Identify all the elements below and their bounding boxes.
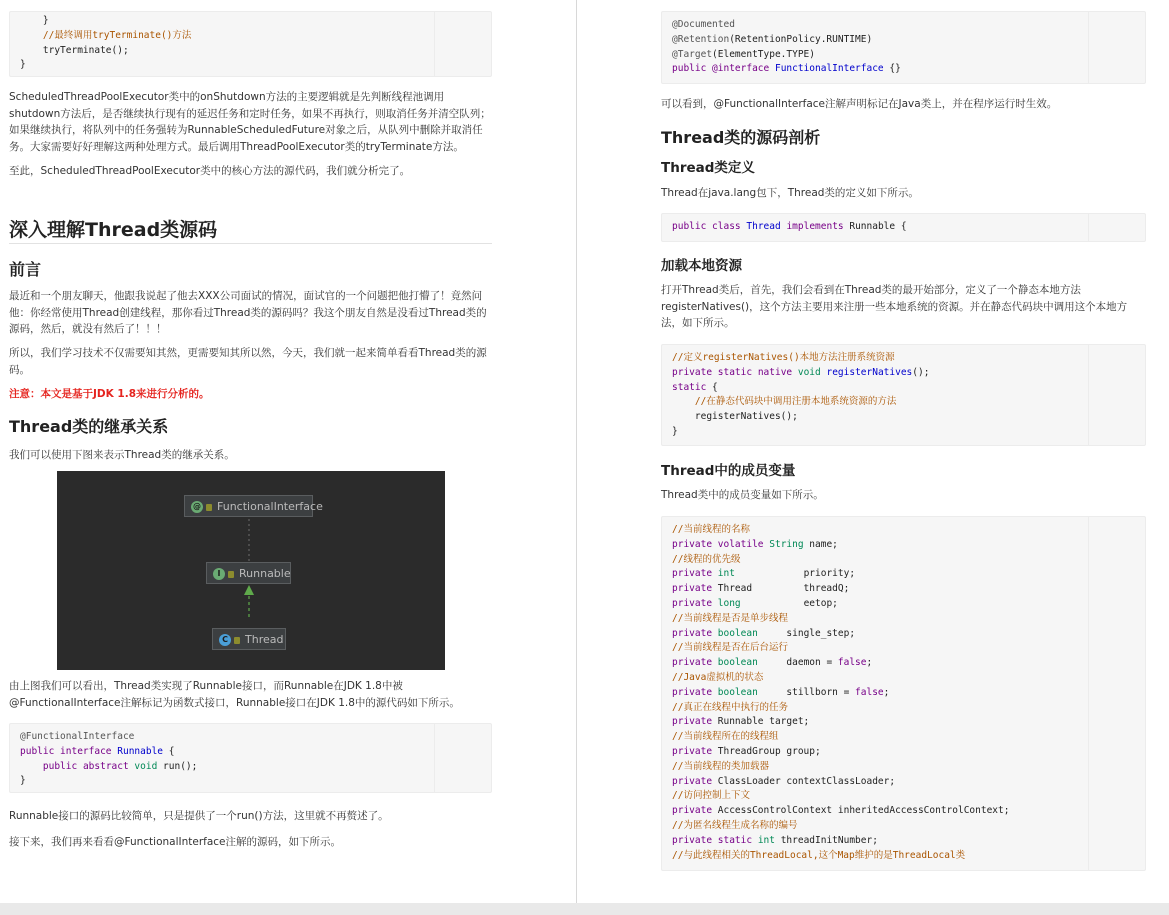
code-line [672,760,1135,775]
code-line [672,715,1135,730]
code-line [672,745,1135,760]
code-token: private [672,716,718,728]
code-line [672,410,1135,425]
code-token [20,761,43,772]
code-token: private [672,834,718,846]
code-line [672,834,1135,849]
code-token: static [717,366,758,378]
code-scroll-track [1088,345,1145,445]
code-block-registernatives [661,344,1146,446]
annotation-icon: @ [193,502,201,511]
interface-icon: I [213,568,225,580]
code-token: @Target [672,48,713,60]
code-token: void [134,760,164,772]
code-token: stillborn = [757,686,856,698]
code-line [672,597,1135,612]
code-line [672,819,1135,834]
code-token: @Retention [672,33,730,45]
inheritance-diagram [57,471,445,670]
code-token: Runnable [117,745,164,757]
code-token: void [797,366,827,378]
code-line [672,612,1135,627]
code-token: run(); [163,760,198,772]
code-token: eetop; [740,597,838,609]
code-token: int [757,834,775,846]
code-scroll-track [1088,517,1145,870]
code-line [672,567,1135,582]
code-line [672,538,1135,553]
code-line [672,395,1135,410]
preface-paragraph-1: 最近和一个朋友聊天，他跟我说起了他去XXX公司面试的情况，面试官的一个问题把他打懵了！竟然问他：你经常使用Thread创建线程，那你看过Thread类的源码吗？我这个朋友自然是没看过Thread类的源码，然后，就没有然后了！！！ [9,290,487,335]
code-token: private [672,583,718,595]
code-token: abstract [82,760,135,772]
code-token: ClassLoader contextClassLoader; [717,775,896,787]
code-token: { [706,381,718,393]
code-line [672,351,1135,366]
code-line [672,701,1135,716]
code-scroll-track [434,12,491,76]
code-token: //当前线程的名称 [672,524,750,535]
code-token: int [717,568,735,580]
code-token: //访问控制上下文 [672,790,750,802]
code-token: AccessControlContext inheritedAccessControlContext; [717,805,1010,817]
code-token: } [672,425,678,437]
code-token: priority; [734,568,856,580]
code-line [672,366,1135,381]
native-heading: 加载本地资源 [661,258,742,274]
code-token: static [672,381,707,393]
code-token: @FunctionalInterface [20,731,135,742]
code-token: //当前线程的类加载器 [672,760,769,772]
definition-paragraph: Thread在java.lang包下，Thread类的定义如下所示。 [661,187,919,199]
code-token: public [672,221,713,232]
code-block-trylterminate [9,11,492,77]
code-token: //定义registerNatives()本地方法注册系统资源 [672,352,895,363]
lock-icon [234,637,240,644]
code-token: private [672,805,718,817]
code-line [672,425,1135,440]
code-token: boolean [717,627,758,639]
preface-heading: 前言 [9,260,42,279]
code-token: //真正在线程中执行的任务 [672,701,788,713]
code-token: private [672,597,718,609]
paragraph-onshutdown: ScheduledThreadPoolExecutor类中的onShutdown方法的主要逻辑就是先判断线程池调用shutdown方法后，是否继续执行现有的延迟任务和定时任务，如果不再执行，则取消任务并清空队列；如果继续执行，将队列中的任务强转为RunnableScheduledFuture对象之后，从队列中删除并取消任务。大家需要好好理解这两种处理方式。最后调用ThreadPoolExecutor类的tryTerminate方法。 [9,91,491,153]
node-functionalinterface [184,495,323,517]
code-line [672,849,1135,864]
code-line [672,220,1135,235]
paragraph-conclusion: 至此，ScheduledThreadPoolExecutor类中的核心方法的源代码，我们就分析完了。 [9,165,411,177]
code-token: private [672,686,718,698]
lock-icon [206,504,212,511]
native-paragraph: 打开Thread类后，首先，我们会看到在Thread类的最开始部分，定义了一个静态本地方法registerNatives()，这个方法主要用来注册一些本地系统的资源。并在静态代码块中调用这个本地方法，如下所示。 [661,284,1128,329]
code-token: private [672,366,718,378]
code-block-class-definition [661,213,1146,242]
code-token: (ElementType.TYPE) [712,48,815,60]
code-line [672,523,1135,538]
code-token: String [769,538,804,550]
left-page [0,0,576,903]
code-token: @interface [712,63,775,75]
node-thread [212,628,286,650]
runnable-paragraph: Runnable接口的源码比较简单，只是提供了一个run()方法，这里就不再赘述了。 [9,810,389,822]
code-token: ThreadGroup group; [717,745,821,757]
code-line [20,745,481,760]
code-token: long [717,597,741,609]
annotation-paragraph: 可以看到，@FunctionalInterface注解声明标记在Java类上，并在程序运行时生效。 [661,98,1058,110]
code-line [20,14,481,29]
inheritance-heading: Thread类的继承关系 [9,417,169,436]
definition-heading: Thread类定义 [661,160,755,176]
code-scroll-track [434,724,491,792]
code-token: //Java虚拟机的状态 [672,671,764,683]
code-line [20,44,481,59]
code-token: single_step; [757,627,856,639]
code-token: false [837,657,867,669]
code-token: registerNatives(); [672,411,798,423]
code-token: //当前线程是否是单步线程 [672,612,788,624]
code-line [20,760,481,775]
code-block-member-variables [661,516,1146,871]
code-token: name; [803,538,838,550]
code-token: private [672,627,718,639]
code-token: private [672,568,718,580]
code-line [672,671,1135,686]
code-line [672,804,1135,819]
title-divider [9,243,492,244]
node-label: Runnable [239,567,291,580]
code-token: registerNatives [826,366,913,378]
code-line [672,656,1135,671]
code-token: } [20,15,49,26]
code-token: } [20,59,26,71]
code-token: public [672,63,713,75]
code-token: boolean [717,657,758,669]
bottom-scrollbar[interactable] [0,903,1169,915]
code-token: implements [786,221,844,232]
code-block-runnable [9,723,492,793]
code-token: FunctionalInterface [774,63,884,75]
code-line [672,582,1135,597]
code-line [672,18,1135,33]
code-token: private [672,538,718,550]
code-line [672,641,1135,656]
code-token [672,396,695,407]
code-token: static [717,834,758,846]
code-token: @Documented [672,19,735,30]
code-line [20,730,481,745]
code-token: threadInitNumber; [774,834,878,846]
inheritance-paragraph: 我们可以使用下图来表示Thread类的继承关系。 [9,449,235,461]
code-token: interface [60,745,118,757]
code-token: //为匿名线程生成名称的编号 [672,819,798,831]
code-token: daemon = [757,657,838,669]
code-token: { [163,745,175,757]
code-token: //在静态代码块中调用注册本地系统资源的方法 [694,396,897,408]
implements-arrowhead [244,585,254,595]
page-divider [576,0,577,915]
code-scroll-track [1088,214,1145,241]
code-token: //最终调用tryTerminate()方法 [42,29,192,41]
code-token: //线程的优先级 [672,553,741,565]
code-block-functionalinterface [661,11,1146,84]
preface-paragraph-2: 所以，我们学习技术不仅需要知其然，更需要知其所以然，今天，我们就一起来简单看看Thread类的源码。 [9,347,487,376]
jdk-note: 注意：本文是基于JDK 1.8来进行分析的。 [9,388,210,400]
code-token: Runnable target; [717,716,810,728]
code-token: Thread [746,221,781,232]
class-icon: C [219,634,231,646]
code-token: false [855,686,884,698]
code-token: private [672,657,718,669]
code-token: public [20,745,61,757]
source-heading: Thread类的源码剖析 [661,128,821,147]
code-line [20,58,481,73]
code-line [20,29,481,44]
code-token: {} [883,63,901,75]
code-line [672,553,1135,568]
code-token: volatile [717,538,770,550]
code-token: Runnable { [843,221,907,232]
after-diagram-paragraph: 由上图我们可以看出，Thread类实现了Runnable接口，而Runnable在JDK 1.8中被@FunctionalInterface注解标记为函数式接口，Runnable接口在JDK 1.8中的源代码如下所示。 [9,680,460,709]
code-token: class [712,221,747,232]
code-token: private [672,775,718,787]
right-page [578,0,1169,903]
code-token: Thread threadQ; [717,583,850,595]
members-paragraph: Thread类中的成员变量如下所示。 [661,489,824,501]
code-token: //与此线程相关的ThreadLocal,这个Map维护的是ThreadLocal类 [672,849,966,861]
code-token: //当前线程是否在后台运行 [672,642,788,654]
code-line [672,627,1135,642]
code-line [672,789,1135,804]
members-heading: Thread中的成员变量 [661,463,796,479]
code-token: private [672,745,718,757]
code-line [672,775,1135,790]
code-token: (RetentionPolicy.RUNTIME) [729,33,873,45]
code-token: tryTerminate(); [20,44,129,56]
code-line [672,48,1135,63]
node-label: Thread [245,633,284,646]
code-token: //当前线程所在的线程组 [672,731,779,743]
code-token: boolean [717,686,758,698]
code-token [20,30,43,41]
code-line [20,774,481,789]
code-scroll-track [1088,12,1145,83]
code-token: native [757,366,798,378]
node-runnable [206,562,291,584]
code-line [672,33,1135,48]
code-token: ; [866,657,873,669]
lock-icon [228,571,234,578]
code-token: public [42,760,83,772]
article-title: 深入理解Thread类源码 [9,219,218,241]
code-line [672,730,1135,745]
node-label: FunctionalInterface [217,500,323,513]
code-token: ; [883,686,890,698]
code-line [672,686,1135,701]
next-paragraph: 接下来，我们再来看看@FunctionalInterface注解的源码，如下所示。 [9,836,342,848]
code-token: } [20,775,26,787]
code-line [672,381,1135,396]
code-line [672,62,1135,77]
code-token: (); [912,366,930,378]
